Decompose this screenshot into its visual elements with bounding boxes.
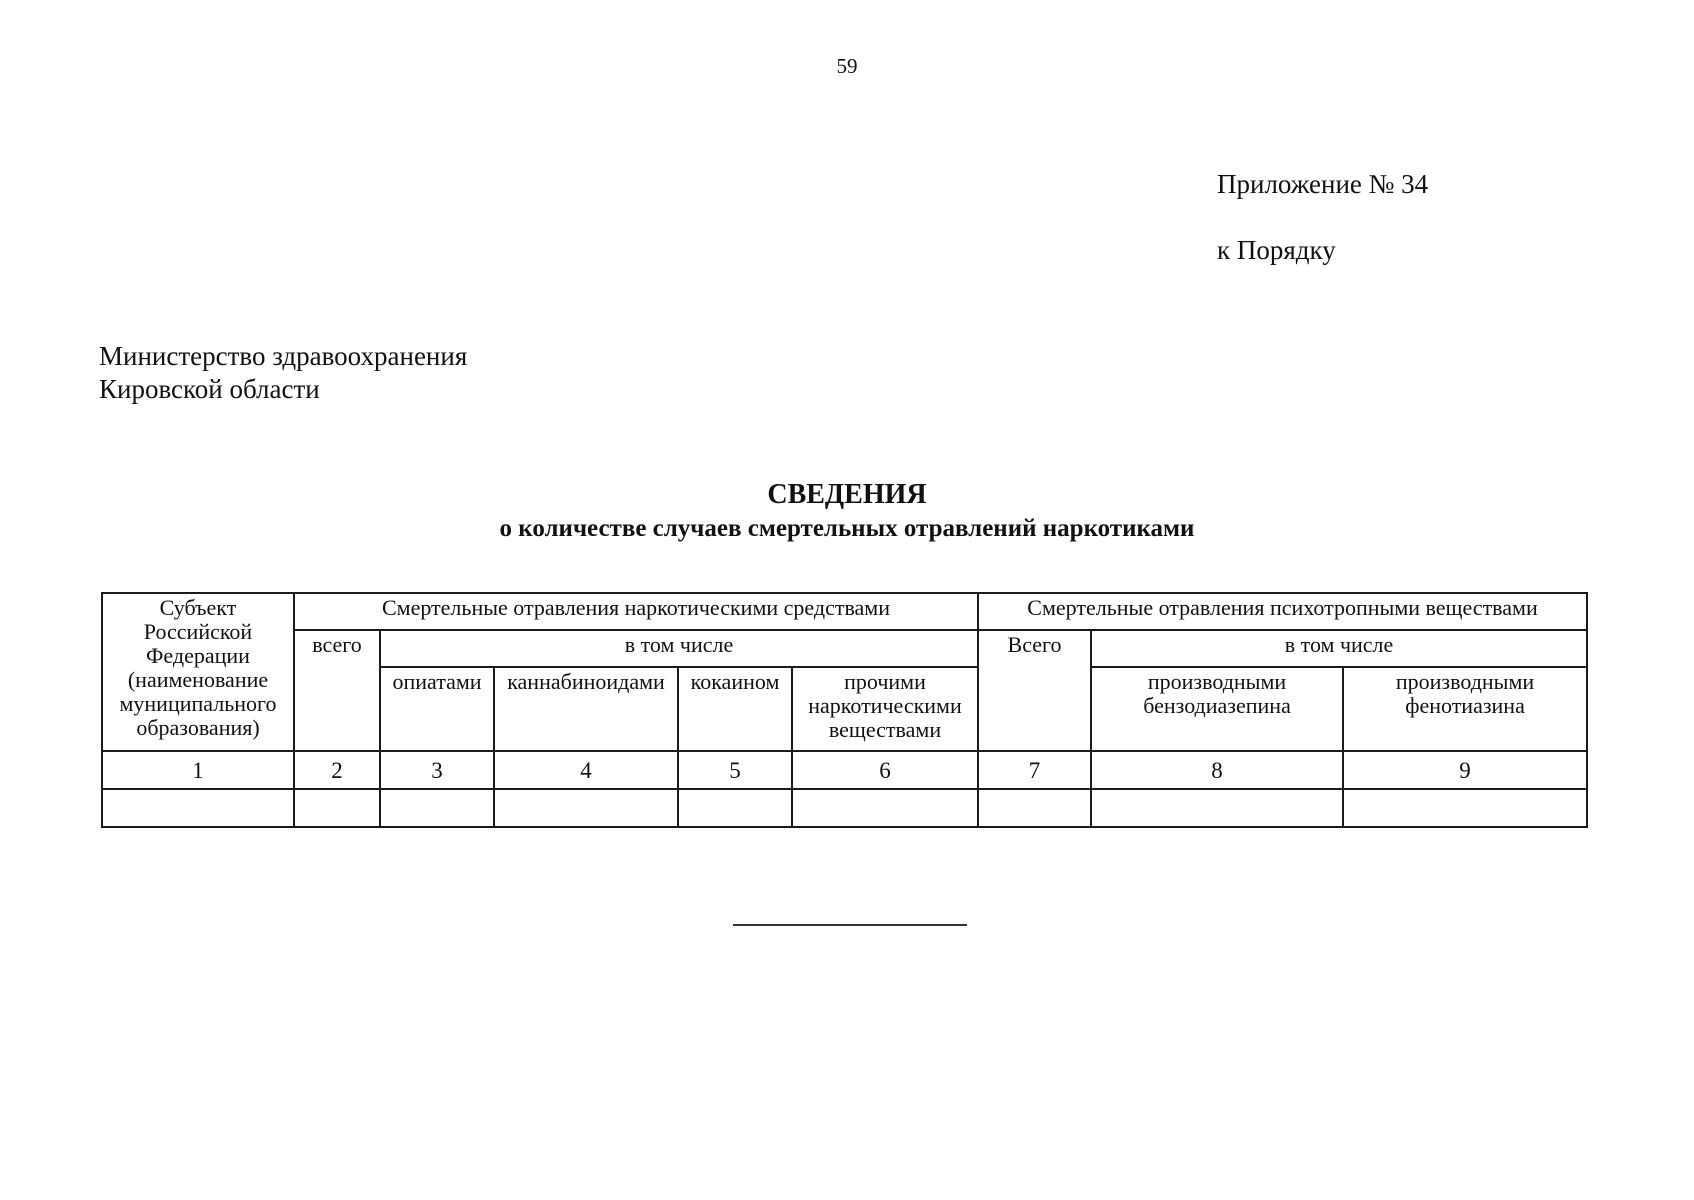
header-opiates: опиатами [380,667,494,751]
header-psychotropic-total: Всего [978,630,1091,751]
data-cell [102,789,294,827]
document-title: СВЕДЕНИЯ [767,479,927,510]
data-row [102,789,1587,827]
column-number: 2 [294,751,380,789]
ministry-name: Министерство здравоохранения [99,341,468,371]
header-row-totals [102,630,1587,667]
header-benzodiazepine: производными бензодиазепина [1091,667,1343,751]
column-number: 8 [1091,751,1343,789]
data-cell [1343,789,1587,827]
header-psychotropic-group: Смертельные отравления психотропными веществами [978,593,1587,630]
header-other-narcotic: прочими наркотическими веществами [792,667,978,751]
header-phenothiazine: производными фенотиазина [1343,667,1587,751]
column-number: 1 [102,751,294,789]
ministry-block [99,340,467,406]
column-number: 6 [792,751,978,789]
column-number: 4 [494,751,678,789]
header-row-groups [102,593,1587,630]
header-cannabinoids: каннабиноидами [494,667,678,751]
data-cell [380,789,494,827]
document-subtitle: о количестве случаев смертельных отравлений наркотиками [499,515,1195,542]
column-number: 7 [978,751,1091,789]
column-number: 3 [380,751,494,789]
header-narcotic-group: Смертельные отравления наркотическими средствами [294,593,978,630]
header-narcotic-total: всего [294,630,380,751]
report-table [101,592,1588,828]
data-cell [978,789,1091,827]
header-cocaine: кокаином [678,667,792,751]
column-number: 5 [678,751,792,789]
data-cell [792,789,978,827]
data-cell [1091,789,1343,827]
data-cell [678,789,792,827]
column-number: 9 [1343,751,1587,789]
header-narcotic-including: в том числе [380,630,978,667]
page-number: 59 [836,54,858,78]
data-cell [294,789,380,827]
closing-rule [733,924,967,926]
ministry-region: Кировской области [99,374,320,404]
column-number-row [102,751,1587,789]
appendix-reference: к Порядку [1217,235,1336,265]
header-psychotropic-including: в том числе [1091,630,1587,667]
header-subject: Субъект Российской Федерации (наименование муниципального образования) [102,593,294,751]
appendix-number: Приложение № 34 [1217,169,1429,199]
data-cell [494,789,678,827]
